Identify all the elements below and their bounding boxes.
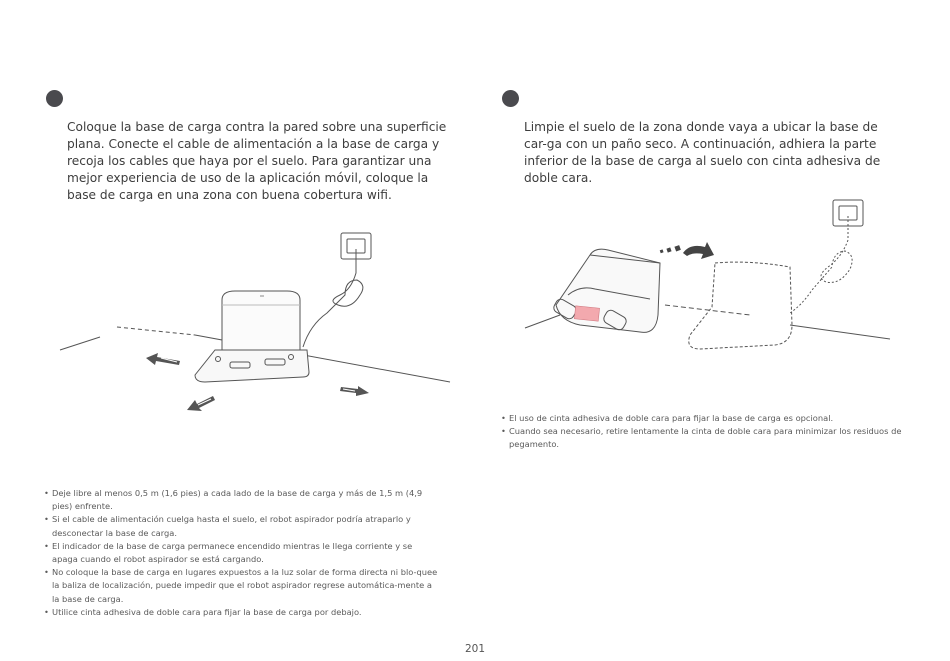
list-item — [44, 487, 439, 513]
list-item — [44, 513, 439, 539]
left-step-instructions: Coloque la base de carga contra la pared sobre una superficie plana. Conecte el cable de alimentación a la base de carga y recoja los cables que haya por el suelo. Para garantizar una mejor experiencia de uso de la aplicación móvil, coloque la base de carga en una zona con buena cobertura wifi. — [67, 120, 447, 202]
bullet-mark: • — [44, 540, 49, 551]
list-item — [501, 425, 906, 451]
bullet-mark: • — [44, 606, 49, 617]
bullet-mark: • — [501, 413, 506, 423]
dock-placement-illustration — [55, 225, 455, 425]
note-text: Deje libre al menos 0,5 m (1,6 pies) a cada lado de la base de carga y más de 1,5 m (4,9 pies) enfrente. — [52, 488, 423, 512]
list-item — [501, 412, 906, 425]
bullet-mark: • — [44, 567, 49, 578]
list-item — [44, 606, 439, 619]
note-text: Cuando sea necesario, retire lentamente la cinta de doble cara para minimizar los residuos de pegamento. — [509, 426, 902, 450]
adhesive-tape-illustration — [520, 195, 905, 360]
note-text: El indicador de la base de carga permanece encendido mientras le llega corriente y se apaga cuando el robot aspirador se está cargando. — [52, 540, 413, 565]
note-text: Utilice cinta adhesiva de doble cara para fijar la base de carga por debajo. — [52, 606, 362, 617]
note-text: El uso de cinta adhesiva de doble cara para fijar la base de carga es opcional. — [509, 413, 834, 423]
note-text: Si el cable de alimentación cuelga hasta el suelo, el robot aspirador podría atraparlo y desconectar la base de carga. — [52, 514, 411, 538]
adhesive-tape-mark — [574, 306, 599, 321]
bullet-mark: • — [44, 514, 49, 525]
note-text: No coloque la base de carga en lugares expuestos a la luz solar de forma directa ni blo-quee la baliza de localización, puede impedir que el robot aspirador regrese automática-mente a la base de carga. — [52, 567, 438, 604]
right-notes-list — [501, 412, 906, 452]
step-marker-right — [502, 90, 519, 107]
step-marker-left — [46, 90, 63, 107]
list-item — [44, 540, 439, 566]
left-notes-list — [44, 487, 439, 619]
page-number: 201 — [464, 643, 486, 655]
bullet-mark: • — [501, 426, 506, 437]
right-step-instructions: Limpie el suelo de la zona donde vaya a ubicar la base de car-ga con un paño seco. A continuación, adhiera la parte inferior de la base de carga al suelo con cinta adhesiva de doble cara. — [524, 120, 881, 185]
bullet-mark: • — [44, 488, 49, 498]
list-item — [44, 566, 439, 606]
